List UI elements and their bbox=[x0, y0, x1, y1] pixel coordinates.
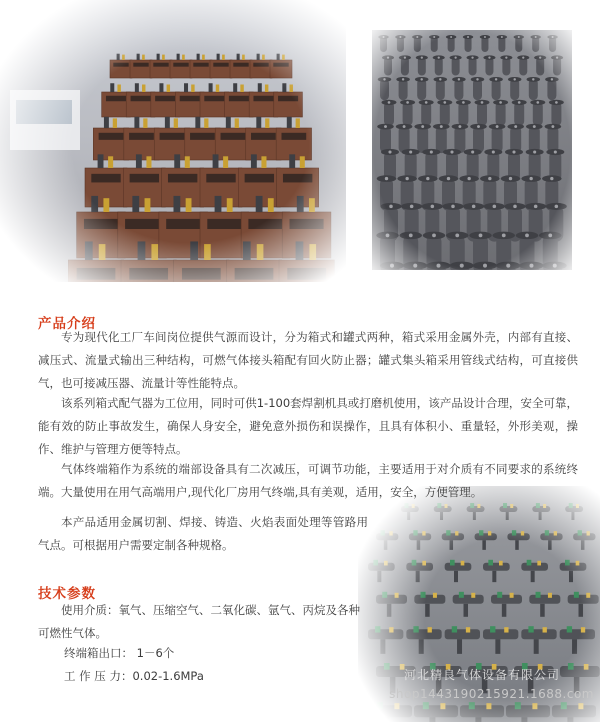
tech-params-heading: 技术参数 bbox=[38, 586, 96, 602]
watermark-url: shop1443190215921.1688.com bbox=[389, 687, 594, 701]
spec-outlets: 终端箱出口： 1－6个 bbox=[64, 646, 175, 660]
intro-paragraph: 该系列箱式配气器为工位用，同时可供1-100套焊割机具或打磨机使用，该产品设计合理，安全可靠，能有效的防止事故发生，确保人身安全，避免意外损伤和误操作，且具有体积小、重量轻，外形美观，操作、维护与管理方便等特点。 bbox=[38, 396, 578, 456]
gas-cylinder-rows-photo bbox=[372, 30, 572, 270]
spec-pressure: 工 作 压 力：0.02-1.6MPa bbox=[64, 669, 204, 683]
product-intro-heading: 产品介绍 bbox=[38, 316, 96, 332]
intro-paragraph: 专为现代化工厂车间岗位提供气源而设计，分为箱式和罐式两种，箱式采用金属外壳，内部有直接、减压式、流量式输出三种结构，可燃气体接头箱配有回火防止器；罐式集头箱采用管线式结构，可直接供气，也可接减压器、流量计等性能特点。 bbox=[38, 330, 578, 390]
intro-paragraph: 气体终端箱作为系统的端部设备具有二次减压，可调节功能，主要适用于对介质有不同要求的系统终端。大量使用在用气高端用户,现代化厂房用气终端,具有美观，适用，安全，方便管理。 bbox=[38, 462, 578, 499]
gas-terminal-box-rows-photo bbox=[0, 0, 346, 282]
intro-paragraph: 本产品适用金属切割、焊接、铸造、火焰表面处理等管路用气点。可根据用户需要定制各种规格。 bbox=[38, 515, 368, 552]
watermark-company: 河北精良气体设备有限公司 bbox=[403, 668, 560, 682]
spec-medium: 使用介质：氧气、压缩空气、二氧化碳、氩气、丙烷及各种可燃性气体。 bbox=[38, 603, 360, 640]
